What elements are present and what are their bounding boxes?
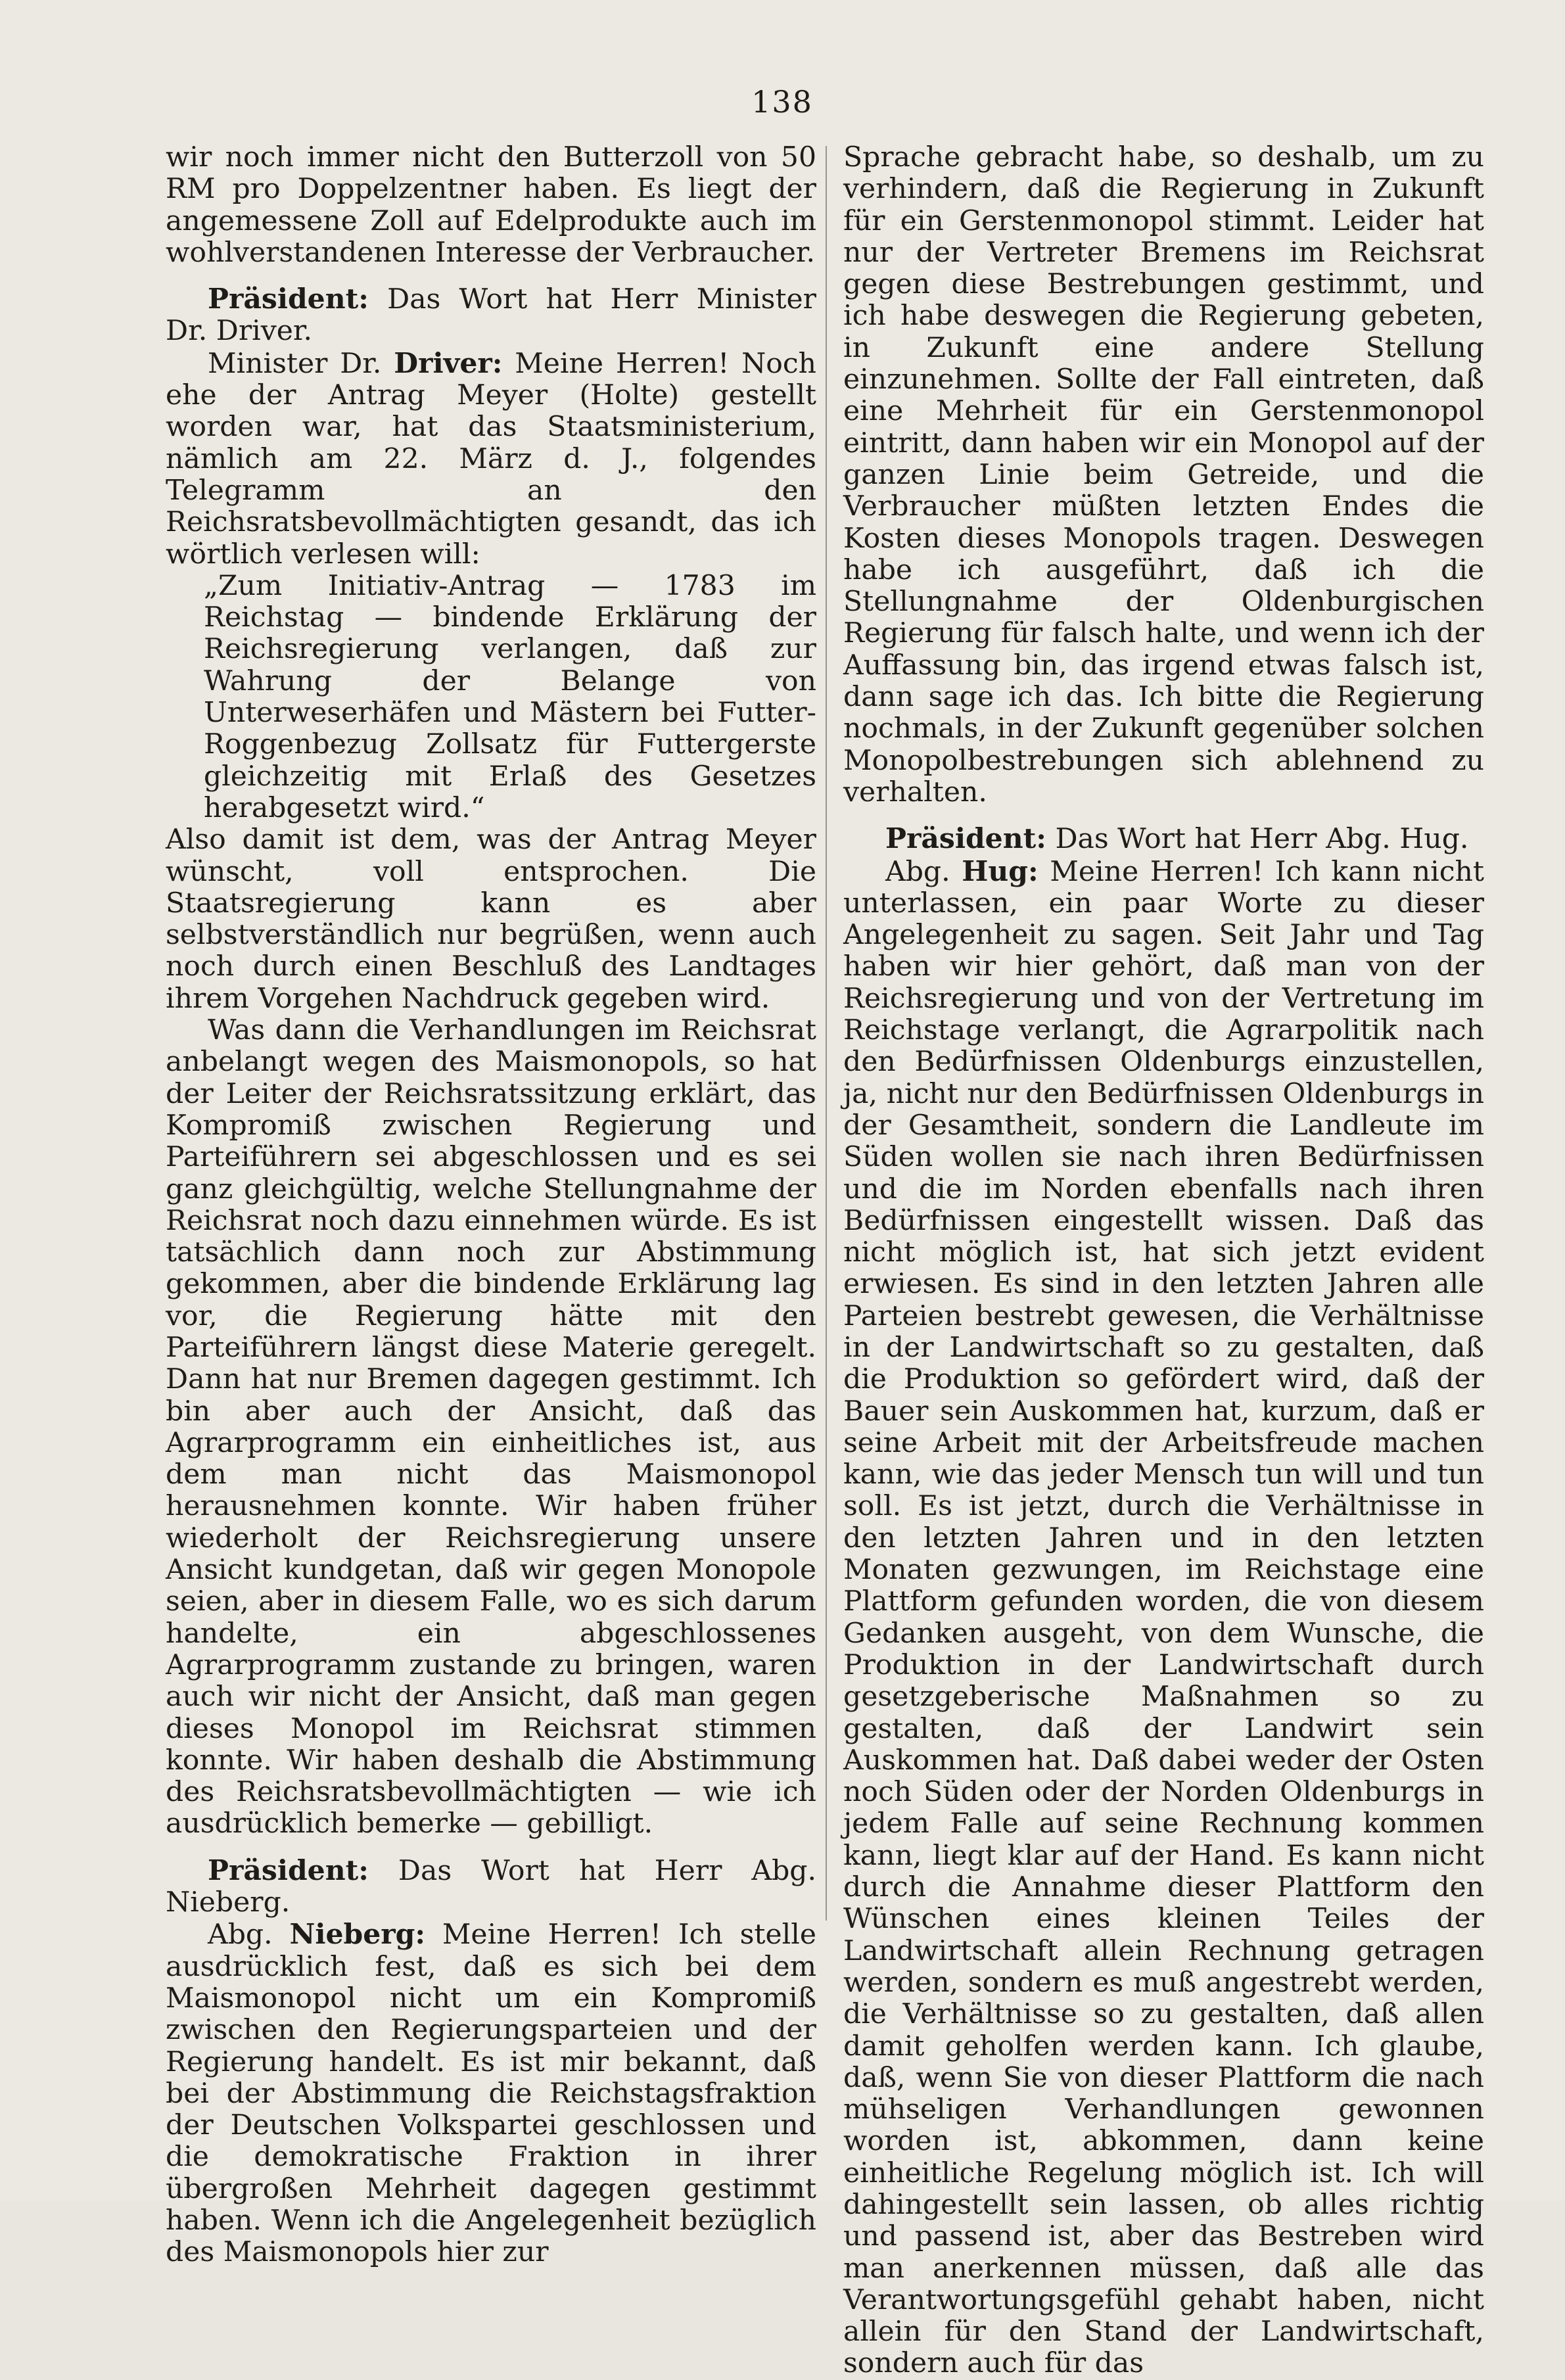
speech-paragraph bbox=[843, 856, 1484, 2380]
speaker-name: Driver: bbox=[394, 346, 503, 380]
speech-paragraph bbox=[166, 283, 816, 348]
paragraph: Sprache gebracht habe, so deshalb, um zu verhindern, daß die Regierung in Zukunft für ein Gerstenmonopol stimmt. Leider hat nur der Vertreter Bremens im Reichsrat gegen diese Bestrebungen gestimmt, und ich habe deswegen die Regierung gebeten, in Zukunft eine andere Stellung einzunehmen. Sollte der Fall eintreten, daß eine Mehrheit für ein Gerstenmonopol eintritt, dann haben wir ein Monopol auf der ganzen Linie beim Getreide, und die Verbraucher müßten letzten Endes die Kosten dieses Monopols tragen. Deswegen habe ich ausgeführt, daß ich die Stellungnahme der Oldenburgischen Regierung für falsch halte, und wenn ich der Auffassung bin, das irgend etwas falsch ist, dann sage ich das. Ich bitte die Regierung nochmals, in der Zukunft gegenüber solchen Monopolbestrebungen sich ablehnend zu verhalten. bbox=[843, 141, 1484, 808]
speaker-name: Präsident: bbox=[208, 283, 369, 316]
speech-text: Das Wort hat Herr Abg. Hug. bbox=[1055, 823, 1469, 856]
speaker-title: Abg. bbox=[208, 1919, 273, 1951]
speech-text: Meine Herren! Noch ehe der Antrag Meyer (Holte) gestellt worden war, hat das Staatsministerium, nämlich am 22. März d. J., folgendes Telegramm an den Reichsratsbevollmächtigten gesandt, das ich wörtlich verlesen will: bbox=[166, 347, 817, 571]
speaker-name: Nieberg: bbox=[289, 1918, 426, 1951]
paragraph: Also damit ist dem, was der Antrag Meyer wünscht, voll entsprochen. Die Staatsregierung kann es aber selbstverständlich nur begrüßen, wenn auch noch durch einen Beschluß des Landtages ihrem Vorgehen Nachdruck gegeben wird. bbox=[166, 824, 816, 1015]
speech-text: Das Wort hat Herr Abg. Nieberg. bbox=[166, 1854, 816, 1919]
speaker-title: Abg. bbox=[885, 855, 950, 888]
speech-text: Das Wort hat Herr Minister Dr. Driver. bbox=[166, 283, 816, 348]
page-number: 138 bbox=[751, 84, 813, 120]
speech-paragraph bbox=[166, 1855, 816, 1919]
right-column bbox=[843, 142, 1484, 2380]
column-divider bbox=[826, 146, 827, 1921]
speaker-title: Minister Dr. bbox=[208, 347, 382, 380]
speaker-name: Hug: bbox=[962, 854, 1039, 888]
speech-paragraph bbox=[843, 823, 1484, 855]
speech-paragraph bbox=[166, 348, 816, 571]
speaker-name: Präsident: bbox=[885, 822, 1046, 856]
speech-text: Meine Herren! Ich stelle ausdrücklich fest, daß es sich bei dem Maismonopol nicht um ein Kompromiß zwischen den Regierungsparteien und der Regierung handelt. Es ist mir bekannt, daß bei der Abstimmung die Reichstagsfraktion der Deutschen Volkspartei geschlossen und die demokratische Fraktion in ihrer übergroßen Mehrheit dagegen gestimmt haben. Wenn ich die Angelegenheit bezüglich des Maismonopols hier zur bbox=[166, 1919, 816, 2269]
paragraph: wir noch immer nicht den Butterzoll von 50 RM pro Doppelzentner haben. Es liegt der angemessene Zoll auf Edelprodukte auch im wohlverstandenen Interesse der Verbraucher. bbox=[166, 141, 816, 269]
paragraph: Was dann die Verhandlungen im Reichsrat anbelangt wegen des Maismonopols, so hat der Leiter der Reichsratssitzung erklärt, das Kompromiß zwischen Regierung und Parteiführern sei abgeschlossen und es sei ganz gleichgültig, welche Stellungnahme der Reichsrat noch dazu einnehmen würde. Es ist tatsächlich dann noch zur Abstimmung gekommen, aber die bindende Erklärung lag vor, die Regierung hätte mit den Parteiführern längst diese Materie geregelt. Dann hat nur Bremen dagegen gestimmt. Ich bin aber auch der Ansicht, daß das Agrarprogramm ein einheitliches ist, aus dem man nicht das Maismonopol herausnehmen konnte. Wir haben früher wiederholt der Reichsregierung unsere Ansicht kundgetan, daß wir gegen Monopole seien, aber in diesem Falle, wo es sich darum handelte, ein abgeschlossenes Agrarprogramm zustande zu bringen, waren auch wir nicht der Ansicht, daß man gegen dieses Monopol im Reichsrat stimmen konnte. Wir haben deshalb die Abstimmung des Reichsratsbevollmächtigten — wie ich ausdrücklich bemerke — gebilligt. bbox=[166, 1014, 816, 1840]
speech-text: Meine Herren! Ich kann nicht unterlassen, ein paar Worte zu dieser Angelegenheit zu sagen. Seit Jahr und Tag haben wir hier gehört, daß man von der Reichsregierung und von der Vertretung im Reichstage verlangt, die Agrarpolitik nach den Bedürfnissen Oldenburgs einzustellen, ja, nicht nur den Bedürfnissen Oldenburgs in der Gesamtheit, sondern die Landleute im Süden wollen sie nach ihren Bedürfnissen und die im Norden ebenfalls nach ihren Bedürfnissen eingestellt wissen. Daß das nicht möglich ist, hat sich jetzt evident erwiesen. Es sind in den letzten Jahren alle Parteien bestrebt gewesen, die Verhältnisse in der Landwirtschaft so zu gestalten, daß die Produktion so gefördert wird, daß der Bauer sein Auskommen hat, kurzum, daß er seine Arbeit mit der Arbeitsfreude machen kann, wie das jeder Mensch tun will und tun soll. Es ist jetzt, durch die Verhältnisse in den letzten Jahren und in den letzten Monaten gezwungen, im Reichstage eine Plattform gefunden worden, die von diesem Gedanken ausgeht, von dem Wunsche, die Produktion in der Landwirtschaft durch gesetzgeberische Maßnahmen so zu gestalten, daß der Landwirt sein Auskommen hat. Daß dabei weder der Osten noch Süden oder der Norden Oldenburgs in jedem Falle auf seine Rechnung kommen kann, liegt klar auf der Hand. Es kann nicht durch die Annahme dieser Plattform den Wünschen eines kleinen Teiles der Landwirtschaft allein Rechnung getragen werden, sondern es muß angestrebt werden, die Verhältnisse so zu gestalten, daß allen damit geholfen werden kann. Ich glaube, daß, wenn Sie von dieser Plattform die nach mühseligen Verhandlungen gewonnen worden ist, abkommen, dann keine einheitliche Regelung möglich ist. Ich will dahingestellt sein lassen, ob alles richtig und passend ist, aber das Bestreben wird man anerkennen müssen, daß alle das Verantwortungsgefühl gehabt haben, nicht allein für den Stand der Landwirtschaft, sondern auch für das bbox=[843, 855, 1484, 2380]
left-column bbox=[166, 142, 816, 2269]
speaker-name: Präsident: bbox=[208, 1854, 369, 1887]
quoted-telegram: „Zum Initiativ-Antrag — 1783 im Reichstag — bindende Erklärung der Reichsregierung verlangen, daß zur Wahrung der Belange von Unterweserhäfen und Mästern bei Futter-Roggenbezug Zollsatz für Futtergerste gleichzeitig mit Erlaß des Gesetzes herabgesetzt wird.“ bbox=[204, 569, 816, 824]
speech-paragraph bbox=[166, 1919, 816, 2268]
